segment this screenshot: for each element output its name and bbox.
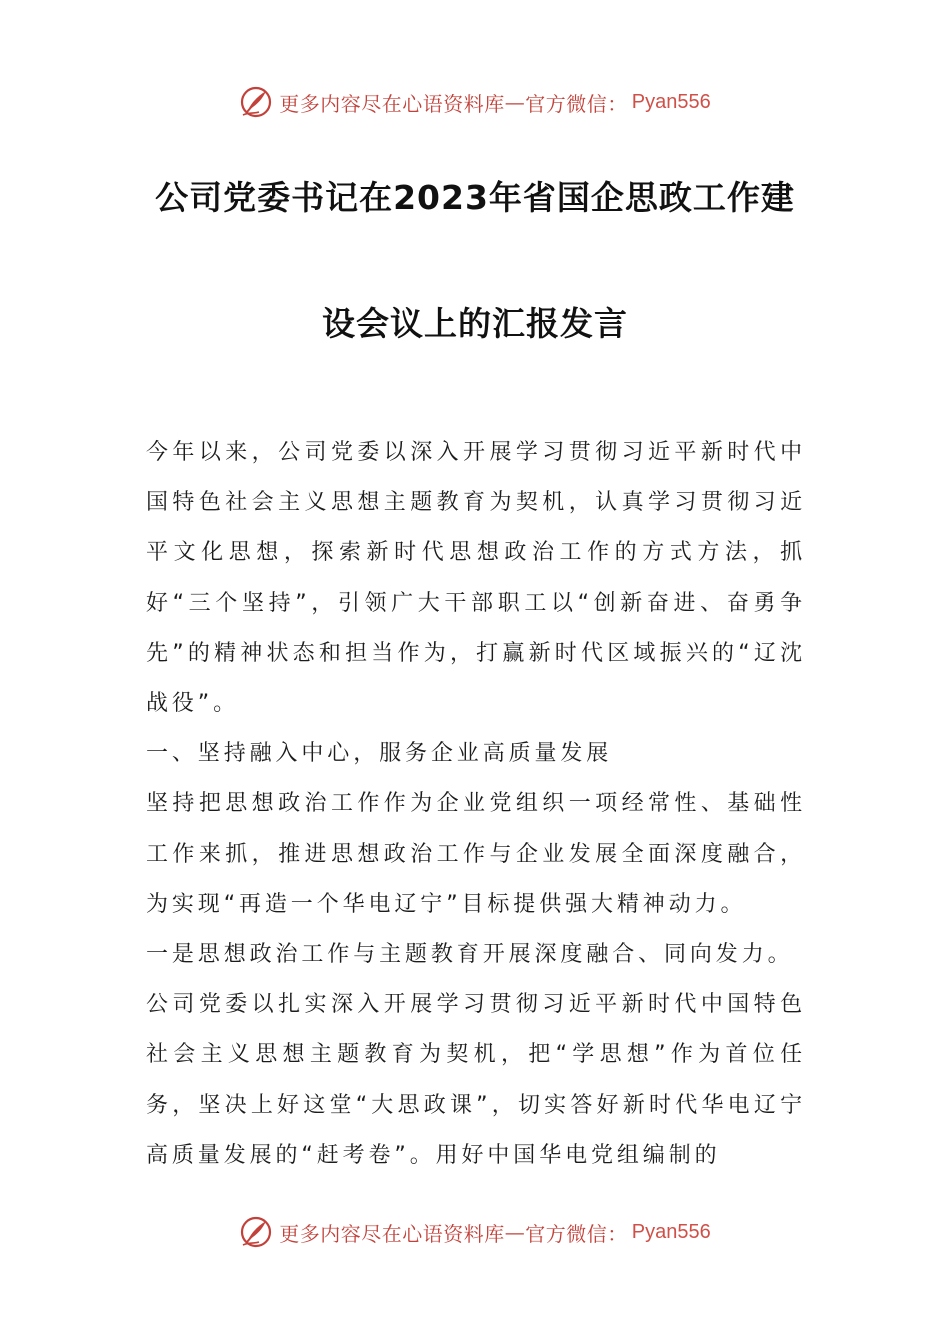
watermark-account-id: Pyan556	[631, 1220, 711, 1243]
section-heading-1: 一、坚持融入中心，服务企业高质量发展	[146, 741, 613, 767]
document-title-line-1: 公司党委书记在2023年省国企思政工作建	[155, 178, 795, 217]
watermark-text: 更多内容尽在心语资料库	[279, 91, 505, 116]
watermark-text: 更多内容尽在心语资料库	[279, 1221, 505, 1246]
watermark-official-label: 官方微信：	[525, 91, 628, 116]
subheading-1: 一是思想政治工作与主题教育开展深度融合、同向发力。	[146, 942, 794, 968]
watermark-banner-bottom	[0, 1212, 950, 1252]
watermark-official-label: 官方微信：	[525, 1221, 628, 1246]
quill-logo-icon	[239, 1215, 273, 1249]
watermark-dash: —	[504, 1220, 526, 1244]
watermark-banner-top	[0, 82, 950, 122]
paragraph-subsection-1: 公司党委以扎实深入开展学习贯彻习近平新时代中国特色社会主义思想主题教育为契机，把“学思想”作为首位任务，坚决上好这堂“大思政课”，切实答好新时代华电辽宁高质量发展的“赶考卷”。用好中国华电党组编制的	[146, 992, 806, 1168]
quill-logo-icon	[239, 85, 273, 119]
paragraph-section-1: 坚持把思想政治工作作为企业党组织一项经常性、基础性工作来抓，推进思想政治工作与企业发展全面深度融合，为实现“再造一个华电辽宁”目标提供强大精神动力。	[146, 791, 806, 917]
paragraph-intro: 今年以来，公司党委以深入开展学习贯彻习近平新时代中国特色社会主义思想主题教育为契机，认真学习贯彻习近平文化思想，探索新时代思想政治工作的方式方法，抓好“三个坚持”，引领广大干部职工以“创新奋进、奋勇争先”的精神状态和担当作为，打赢新时代区域振兴的“辽沈战役”。	[146, 440, 806, 717]
document-body	[146, 428, 806, 1181]
document-title-line-2: 设会议上的汇报发言	[322, 304, 628, 343]
watermark-account-id: Pyan556	[631, 90, 711, 113]
watermark-dash: —	[504, 90, 526, 114]
